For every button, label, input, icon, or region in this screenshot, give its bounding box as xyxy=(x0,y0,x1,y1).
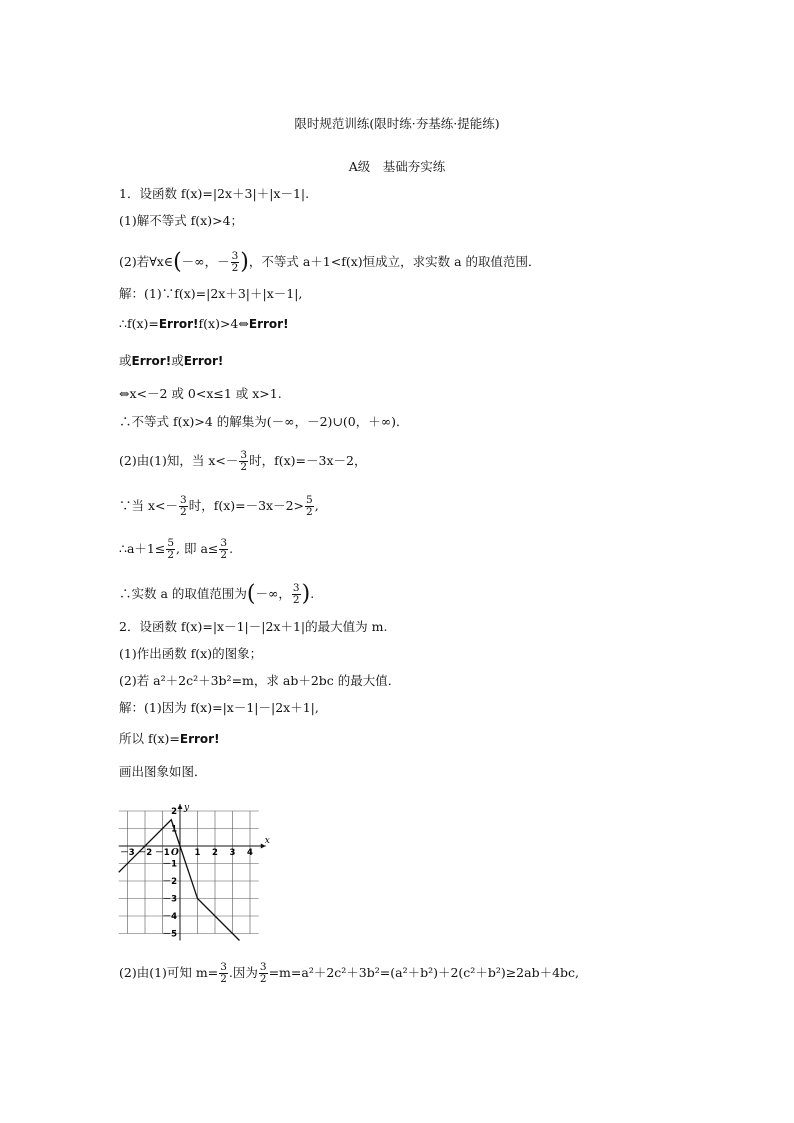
error-placeholder: Error! xyxy=(248,317,289,331)
q1-sol-line4: ⇔x<－2 或 0<x≤1 或 x>1. xyxy=(119,386,282,401)
error-placeholder: Error! xyxy=(131,354,172,368)
y-tick-label: －2 xyxy=(162,877,177,887)
fraction xyxy=(305,495,314,518)
fraction-denominator: 2 xyxy=(259,973,267,985)
fraction-numerator: 3 xyxy=(220,961,227,973)
q1-sol-line1: 解：(1)∵f(x)=|2x＋3|＋|x－1|, xyxy=(119,286,303,301)
q1-sol9-post: . xyxy=(310,586,315,601)
fraction-denominator: 2 xyxy=(231,262,239,274)
error-placeholder: Error! xyxy=(158,317,199,331)
fraction-denominator: 2 xyxy=(306,506,313,518)
q1-sol8-pre: ∴a＋1≤ xyxy=(119,541,166,556)
origin-label: O xyxy=(171,848,179,858)
q1-sol-line8 xyxy=(119,538,233,561)
y-tick-label: －1 xyxy=(162,859,177,870)
q1-sol-line3 xyxy=(119,353,223,369)
q1-sol-line7 xyxy=(119,495,319,518)
fraction xyxy=(219,962,228,985)
q2-sol-line2 xyxy=(119,731,220,747)
function-graph xyxy=(118,786,278,946)
q2-part2: (2)若 a²＋2c²＋3b²=m，求 ab＋2bc 的最大值． xyxy=(119,673,401,688)
q1-sol3-mid: 或 xyxy=(171,353,184,368)
q1-sol7-mid: 时，f(x)=－3x－2> xyxy=(188,498,305,513)
y-tick-label: 2 xyxy=(171,807,177,817)
fraction xyxy=(292,583,301,606)
q1-part1: (1)解不等式 f(x)>4； xyxy=(119,213,244,228)
y-tick-label: 1 xyxy=(171,824,177,835)
q2-sol-line1: 解：(1)因为 f(x)=|x－1|－|2x＋1|, xyxy=(119,700,319,715)
right-paren: ) xyxy=(301,581,311,607)
series-line xyxy=(119,820,240,941)
q1-sol2-pre: ∴f(x)= xyxy=(119,316,159,331)
q1-sol8-post: . xyxy=(229,541,234,556)
y-axis-label: y xyxy=(184,803,190,813)
fraction-denominator: 2 xyxy=(220,973,227,985)
fraction-numerator: 3 xyxy=(231,250,239,262)
q1-sol-line9 xyxy=(119,583,314,606)
y-tick-label: －5 xyxy=(162,929,177,940)
fraction-numerator: 3 xyxy=(220,537,228,549)
q1-part2-post: ，不等式 a＋1<f(x)恒成立，求实数 a 的取值范围． xyxy=(248,254,541,269)
q1-sol8-mid: , 即 a≤ xyxy=(176,541,219,556)
q1-sol6-pre: (2)由(1)知，当 x<－ xyxy=(119,453,239,468)
fraction-numerator: 5 xyxy=(167,537,175,549)
q2-sol-line4 xyxy=(119,962,579,985)
fraction-denominator: 2 xyxy=(240,461,248,473)
fraction-numerator: 5 xyxy=(306,494,313,506)
x-axis-label: x xyxy=(264,836,270,846)
y-tick-label: －3 xyxy=(162,894,177,905)
section-level: A级 基础夯实练 xyxy=(348,159,446,174)
q1-sol-line6 xyxy=(119,450,366,473)
fraction xyxy=(219,538,228,561)
q1-sol7-pre: ∵当 x<－ xyxy=(119,498,178,513)
fraction xyxy=(179,495,188,518)
fraction-numerator: 3 xyxy=(292,582,300,594)
x-tick-label: 3 xyxy=(229,848,236,858)
q1-sol-line2 xyxy=(119,316,289,332)
x-tick-label: 2 xyxy=(212,848,218,858)
right-paren: ) xyxy=(240,249,249,275)
q2-sol4-c: =m=a²＋2c²＋3b²=(a²＋b²)＋2(c²＋b²)≥2ab＋4bc, xyxy=(268,965,580,980)
q1-part2 xyxy=(119,251,541,274)
q1-sol2-mid: f(x)>4⇔ xyxy=(198,316,249,331)
left-paren: ( xyxy=(246,581,256,607)
q2-sol4-b: .因为 xyxy=(228,965,258,980)
x-tick-label: －1 xyxy=(155,848,170,858)
error-placeholder: Error! xyxy=(183,354,224,368)
q2-sol2-pre: 所以 f(x)= xyxy=(119,731,180,746)
error-placeholder: Error! xyxy=(179,732,220,746)
page-title: 限时规范训练(限时练·夯基练·提能练) xyxy=(294,116,500,131)
x-tick-label: 1 xyxy=(194,848,201,858)
x-tick-label: －2 xyxy=(137,848,153,858)
q1-sol3-pre: 或 xyxy=(119,353,132,368)
q1-sol6-post: 时，f(x)=－3x－2， xyxy=(249,453,367,468)
q1-sol9-interval: －∞， xyxy=(255,586,291,601)
fraction-denominator: 2 xyxy=(167,549,175,561)
fraction-numerator: 3 xyxy=(180,494,187,506)
q1-part2-pre: (2)若∀x∈ xyxy=(119,254,174,269)
fraction-denominator: 2 xyxy=(220,549,228,561)
fraction-numerator: 3 xyxy=(259,961,267,973)
q1-stem: 1．设函数 f(x)=|2x＋3|＋|x－1|. xyxy=(119,186,310,201)
left-paren: ( xyxy=(173,249,182,275)
q2-stem: 2．设函数 f(x)=|x－1|－|2x＋1|的最大值为 m. xyxy=(119,619,388,634)
q1-sol-line5: ∴不等式 f(x)>4 的解集为(－∞，－2)∪(0，＋∞)． xyxy=(119,414,409,429)
y-axis-arrow xyxy=(178,804,183,809)
q1-part2-interval: －∞，－ xyxy=(181,254,230,269)
q2-part1: (1)作出函数 f(x)的图象； xyxy=(119,646,263,661)
q1-sol7-post: , xyxy=(314,498,319,513)
y-tick-label: －4 xyxy=(162,912,177,922)
x-tick-label: 4 xyxy=(247,848,253,858)
fraction xyxy=(239,450,248,473)
fraction-denominator: 2 xyxy=(180,506,187,518)
fraction xyxy=(166,538,175,561)
fraction xyxy=(231,251,240,274)
fraction-denominator: 2 xyxy=(292,594,300,606)
fraction xyxy=(259,962,268,985)
q1-sol9-pre: ∴实数 a 的取值范围为 xyxy=(119,586,247,601)
q2-sol4-a: (2)由(1)可知 m= xyxy=(119,965,219,980)
fraction-numerator: 3 xyxy=(240,449,248,461)
q2-sol-line3: 画出图象如图． xyxy=(119,764,207,779)
x-tick-label: －3 xyxy=(120,848,135,858)
